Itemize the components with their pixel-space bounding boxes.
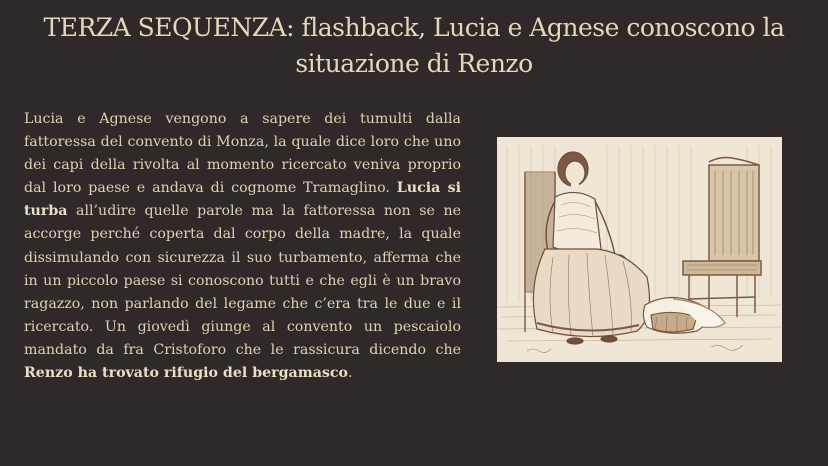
paragraph-bold-lucia: Lucia si turba [24, 180, 462, 220]
engraving-drawing [497, 137, 782, 362]
paragraph-text-2: all’udire quelle parole ma la fattoressa non se ne accorge perché coperta dal corpo della madre, la quale dissimulando con sicurezza il suo turbamento, afferma che in un piccolo paese si conoscono tutti e che egli è un bravo ragazzo, non parlando del legame che c’era tra le due e il ricercato. Un giovedì giunge al convento un pescaiolo mandato da fra Cristoforo che le rassicura dicendo che [24, 203, 461, 358]
slide-title: TERZA SEQUENZA: flashback, Lucia e Agnese conoscono la situazione di Renzo [43, 13, 785, 78]
engraving-illustration [497, 137, 782, 362]
paragraph-text-3: . [348, 365, 353, 382]
paragraph-bold-renzo: Renzo ha trovato rifugio del bergamasco [24, 365, 349, 382]
slide-paragraph [24, 108, 461, 385]
paragraph-text-1: Lucia e Agnese vengono a sapere dei tumulti dalla fattoressa del convento di Monza, la quale dice loro che uno dei capi della rivolta al momento ricercato veniva proprio dal loro paese e andava di cognome Tramaglino. [24, 111, 461, 197]
